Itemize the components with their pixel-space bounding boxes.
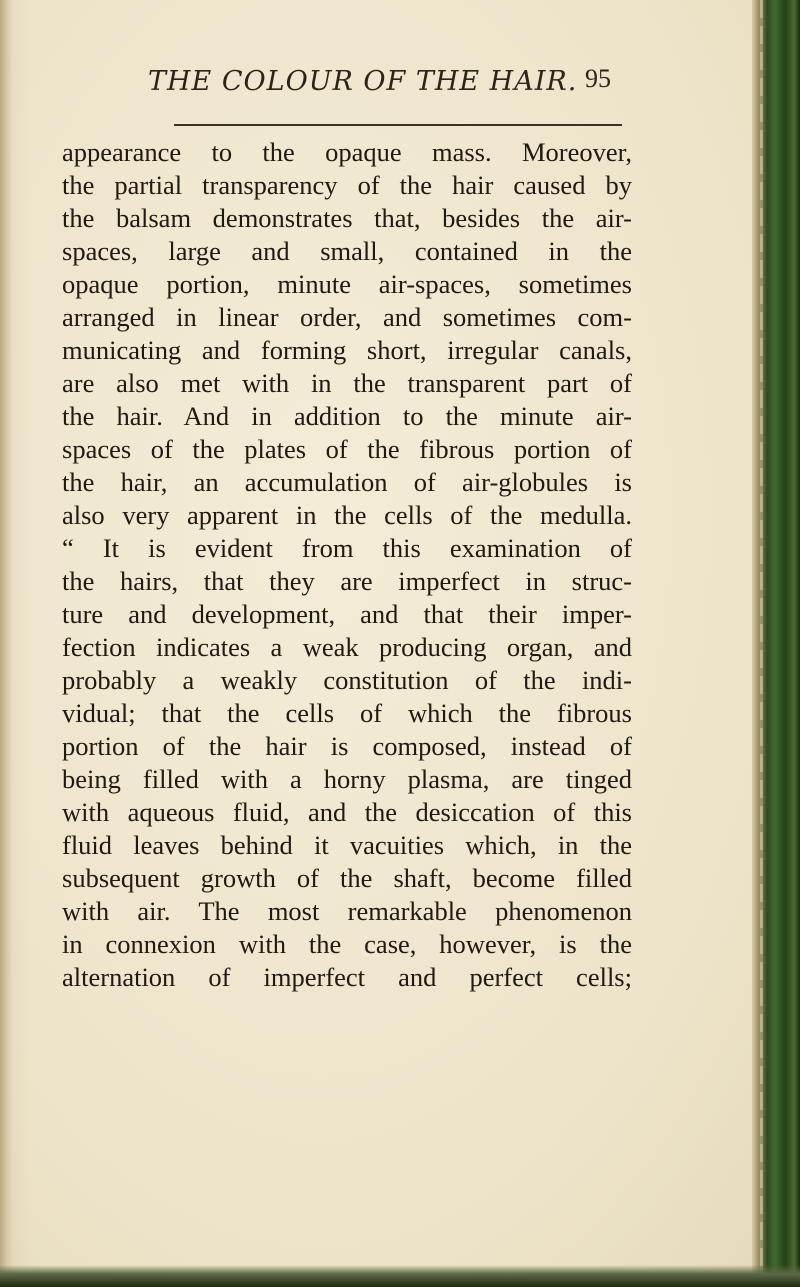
text-line: the balsam demonstrates that, besides the air- [62,203,632,233]
text-line: probably a weakly constitution of the indi- [62,665,632,695]
text-line: appearance to the opaque mass. Moreover, [62,137,632,167]
book-cover-edge [752,0,800,1287]
text-line: fluid leaves behind it vacuities which, in the [62,830,632,860]
body-text [62,136,632,994]
text-line: subsequent growth of the shaft, become filled [62,863,632,893]
text-line: with aqueous fluid, and the desiccation of this [62,797,632,827]
header-rule [174,124,622,126]
text-line: being filled with a horny plasma, are tinged [62,764,632,794]
text-line: municating and forming short, irregular canals, [62,335,632,365]
text-line: the partial transparency of the hair caused by [62,170,632,200]
running-head: THE COLOUR OF THE HAIR. [148,66,578,97]
text-line: are also met with in the transparent part of [62,368,632,398]
text-line: spaces of the plates of the fibrous portion of [62,434,632,464]
page-gutter-shadow [0,0,12,1287]
text-line: vidual; that the cells of which the fibrous [62,698,632,728]
text-line: ture and development, and that their imper- [62,599,632,629]
text-line: in connexion with the case, however, is the [62,929,632,959]
text-line: opaque portion, minute air-spaces, sometimes [62,269,632,299]
book-bottom-edge [0,1265,800,1287]
text-line: arranged in linear order, and sometimes com- [62,302,632,332]
text-line: also very apparent in the cells of the medulla. [62,500,632,530]
text-line: the hairs, that they are imperfect in struc- [62,566,632,596]
page-number: 95 [585,64,611,93]
text-line: portion of the hair is composed, instead of [62,731,632,761]
text-line: with air. The most remarkable phenomenon [62,896,632,926]
text-line: alternation of imperfect and perfect cells; [62,962,632,992]
text-line: “ It is evident from this examination of [62,533,632,563]
text-line: the hair, an accumulation of air-globules is [62,467,632,497]
text-line: spaces, large and small, contained in the [62,236,632,266]
text-line: fection indicates a weak producing organ, and [62,632,632,662]
text-line: the hair. And in addition to the minute air- [62,401,632,431]
page-header [148,66,628,106]
